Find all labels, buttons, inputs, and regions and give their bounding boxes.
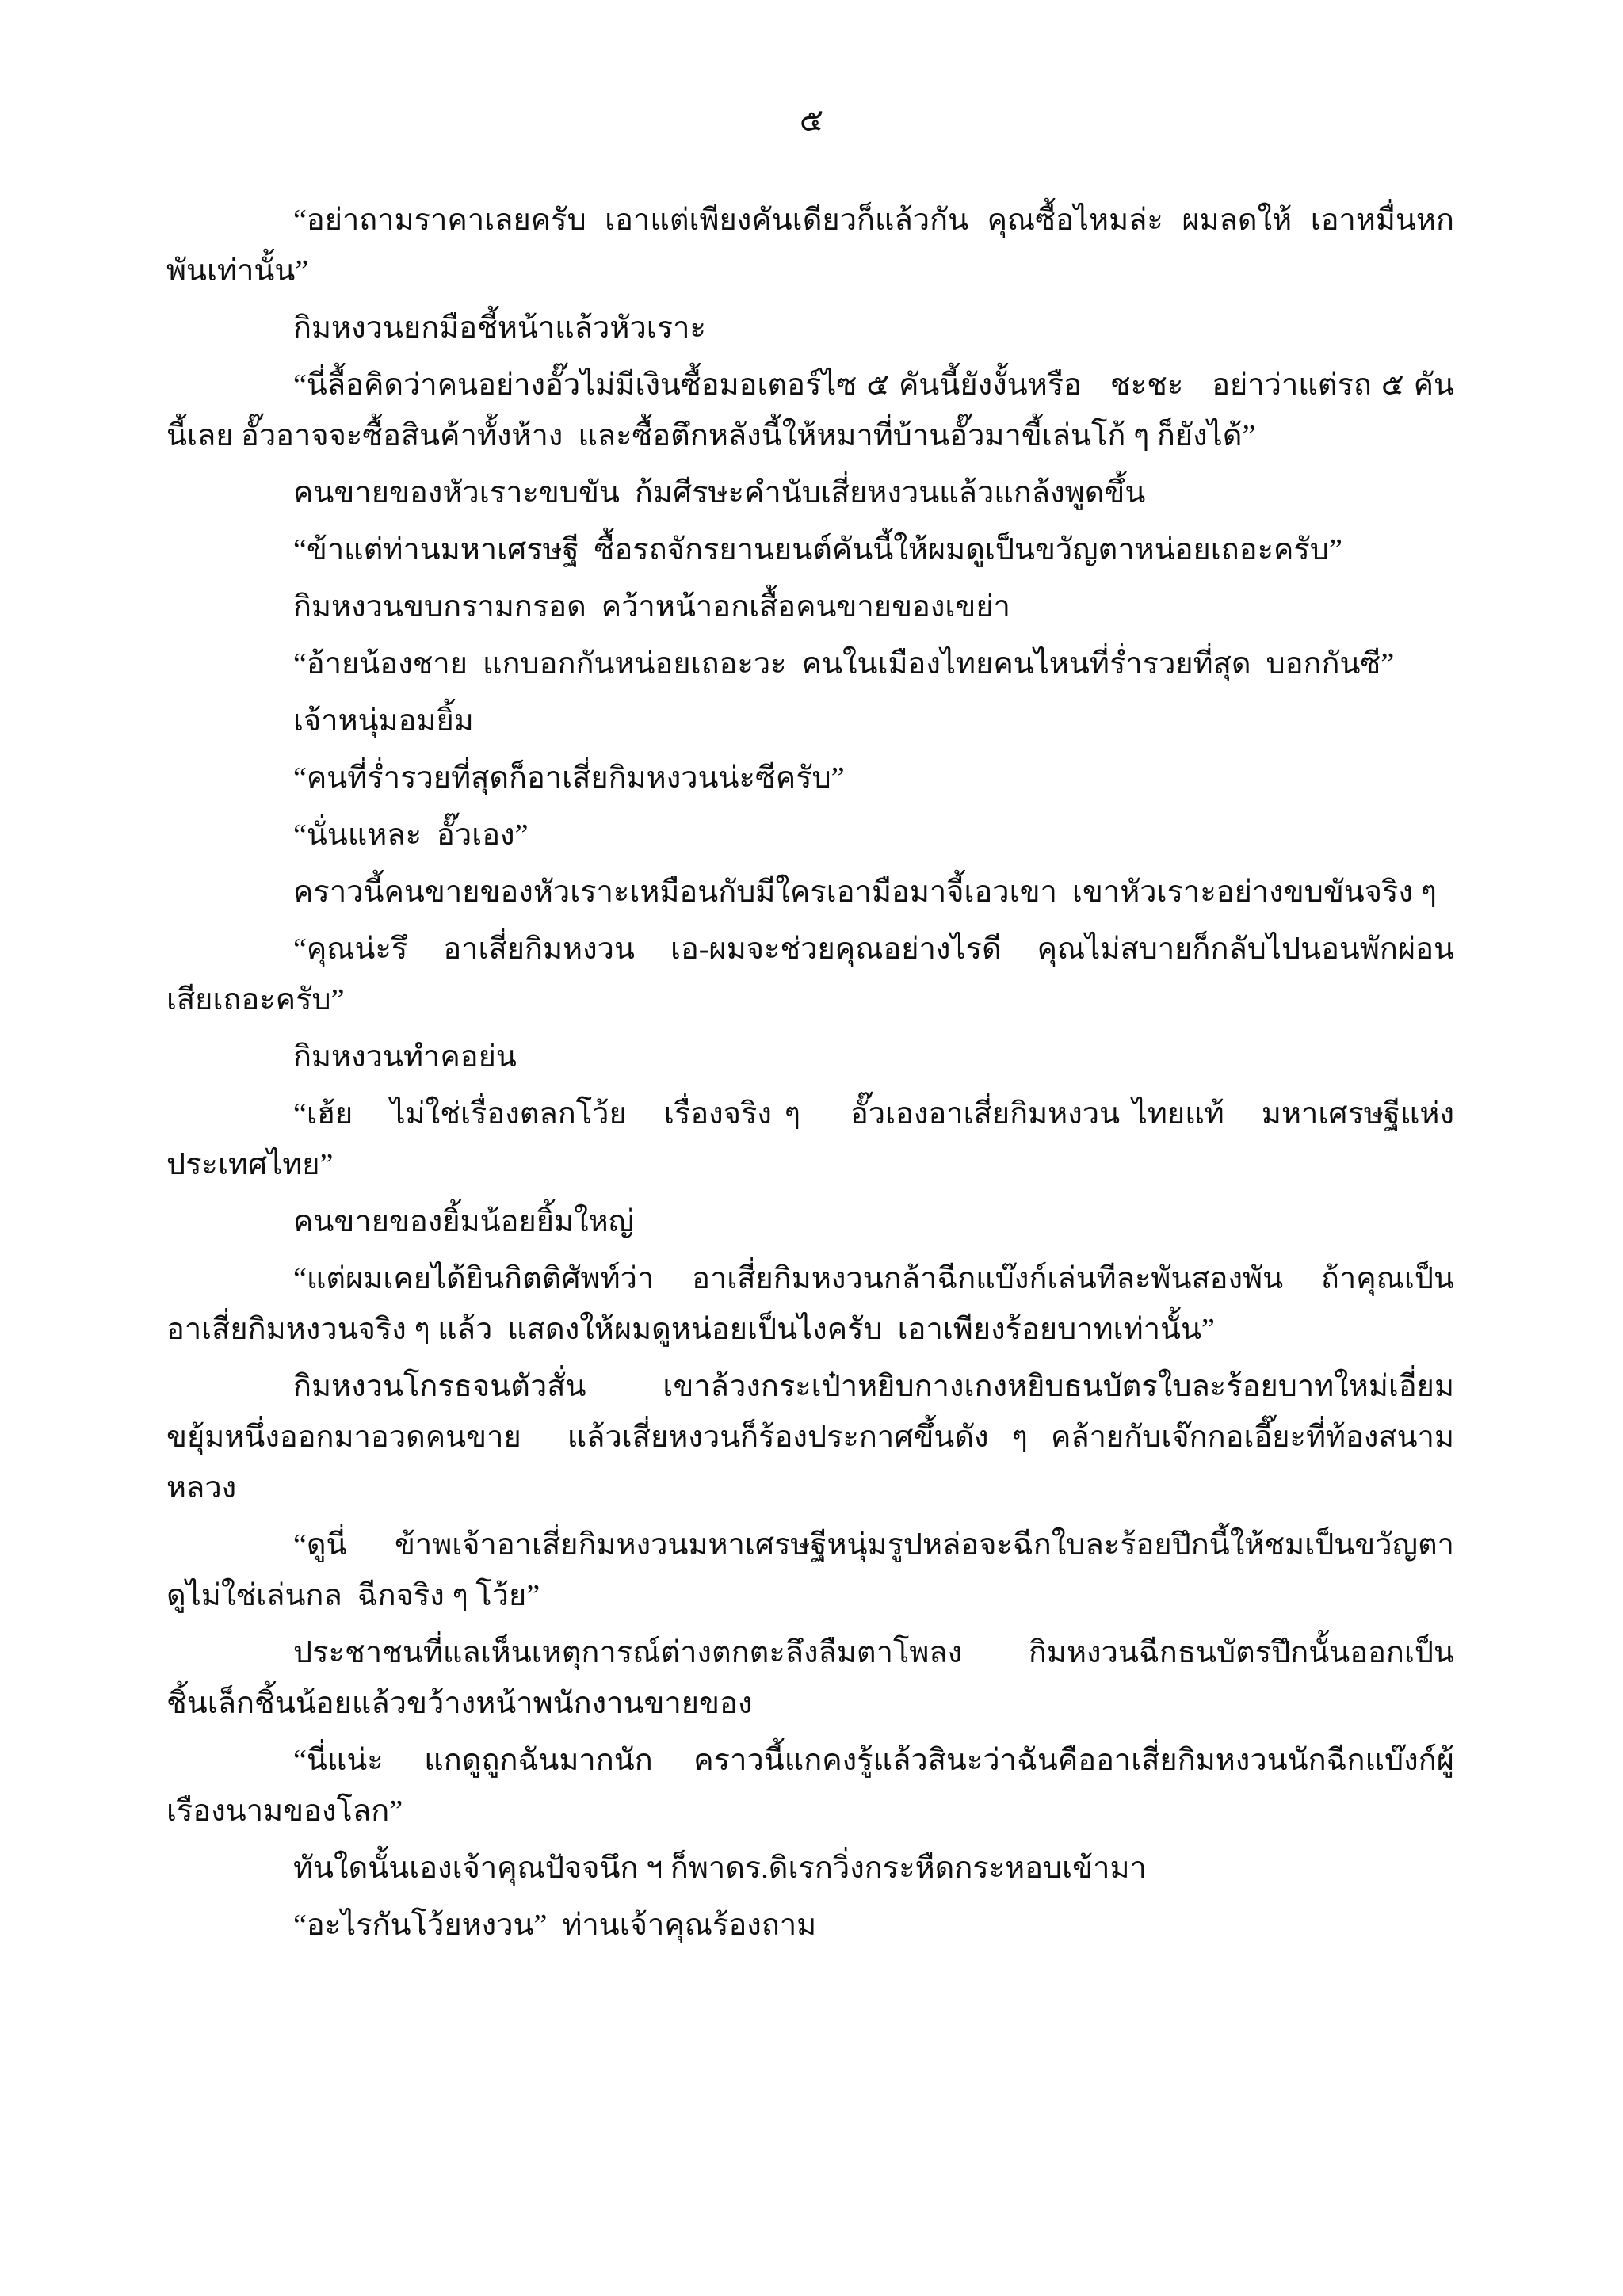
paragraph: กิมหงวนขบกรามกรอด คว้าหน้าอกเสื้อคนขายของเขย่า: [293, 590, 1010, 624]
paragraph: “อ้ายน้องชาย แกบอกกันหน่อยเถอะวะ คนในเมืองไทยคนไหนที่ร่ำรวยที่สุด บอกกันซี”: [293, 647, 1395, 681]
paragraph: “คุณน่ะรึ อาเสี่ยกิมหงวน เอ-ผมจะช่วยคุณอย่างไรดี คุณไม่สบายก็กลับไปนอนพักผ่อนเสียเถอะครับ”: [166, 933, 1454, 1016]
paragraph: “แต่ผมเคยได้ยินกิตติศัพท์ว่า อาเสี่ยกิมหงวนกล้าฉีกแบ๊งก์เล่นทีละพันสองพัน ถ้าคุณเป็นอาเสี่ยกิมหงวนจริง ๆ แล้ว แสดงให้ผมดูหน่อยเป็นไงครับ เอาเพียงร้อยบาทเท่านั้น”: [166, 1262, 1454, 1346]
paragraph: คนขายของยิ้มน้อยยิ้มใหญ่: [293, 1205, 635, 1238]
page-number: ๕: [799, 102, 824, 138]
body-text: [166, 195, 1484, 1957]
paragraph: กิมหงวนโกรธจนตัวสั่น เขาล้วงกระเป๋าหยิบกางเกงหยิบธนบัตรใบละร้อยบาทใหม่เอี่ยมขยุ้มหนึ่งออกมาอวดคนขาย แล้วเสี่ยหงวนก็ร้องประกาศขึ้นดัง ๆ คล้ายกับเจ๊กกอเอี๊ยะที่ท้องสนามหลวง: [166, 1370, 1454, 1505]
paragraph: คราวนี้คนขายของหัวเราะเหมือนกับมีใครเอามือมาจี้เอวเขา เขาหัวเราะอย่างขบขันจริง ๆ: [293, 875, 1437, 909]
paragraph: เจ้าหนุ่มอมยิ้ม: [293, 704, 474, 738]
paragraph: “นี่แน่ะ แกดูถูกฉันมากนัก คราวนี้แกคงรู้แล้วสินะว่าฉันคืออาเสี่ยกิมหงวนนักฉีกแบ๊งก์ผู้เรืองนามของโลก”: [166, 1744, 1454, 1828]
paragraph: “นั่นแหละ อั๊วเอง”: [293, 818, 529, 852]
paragraph: คนขายของหัวเราะขบขัน ก้มศีรษะคำนับเสี่ยหงวนแล้วแกล้งพูดขึ้น: [293, 476, 1146, 509]
paragraph: ประชาชนที่แลเห็นเหตุการณ์ต่างตกตะลึงลืมตาโพลง กิมหงวนฉีกธนบัตรปึกนั้นออกเป็นชิ้นเล็กชิ้นน้อยแล้วขว้างหน้าพนักงานขายของ: [166, 1636, 1454, 1720]
paragraph: กิมหงวนยกมือชี้หน้าแล้วหัวเราะ: [293, 311, 706, 345]
paragraph: “คนที่ร่ำรวยที่สุดก็อาเสี่ยกิมหงวนน่ะซีครับ”: [293, 761, 845, 795]
paragraph: “อย่าถามราคาเลยครับ เอาแต่เพียงคันเดียวก็แล้วกัน คุณซื้อไหมล่ะ ผมลดให้ เอาหมื่นหกพันเท่านั้น”: [166, 204, 1454, 288]
paragraph: ทันใดนั้นเองเจ้าคุณปัจจนึก ฯ ก็พาดร.ดิเรกวิ่งกระหืดกระหอบเข้ามา: [293, 1852, 1147, 1885]
paragraph: “ข้าแต่ท่านมหาเศรษฐี ซื้อรถจักรยานยนต์คันนี้ให้ผมดูเป็นขวัญตาหน่อยเถอะครับ”: [293, 533, 1342, 566]
paragraph: “อะไรกันโว้ยหงวน” ท่านเจ้าคุณร้องถาม: [293, 1909, 817, 1942]
paragraph: “ดูนี่ ข้าพเจ้าอาเสี่ยกิมหงวนมหาเศรษฐีหนุ่มรูปหล่อจะฉีกใบละร้อยปึกนี้ให้ชมเป็นขวัญตา ดูไม่ใช่เล่นกล ฉีกจริง ๆ โว้ย”: [166, 1528, 1484, 1612]
paragraph: กิมหงวนทำคอย่น: [293, 1040, 517, 1074]
paragraph: “เฮ้ย ไม่ใช่เรื่องตลกโว้ย เรื่องจริง ๆ อั๊วเองอาเสี่ยกิมหงวน ไทยแท้ มหาเศรษฐีแห่งประเทศไทย”: [166, 1097, 1454, 1181]
paragraph: “นี่ลื้อคิดว่าคนอย่างอั๊วไม่มีเงินซื้อมอเตอร์ไซ ๕ คันนี้ยังงั้นหรือ ชะชะ อย่าว่าแต่รถ ๕ คันนี้เลย อั๊วอาจจะซื้อสินค้าทั้งห้าง และซื้อตึกหลังนี้ให้หมาที่บ้านอั๊วมาขี้เล่นโก้ ๆ ก็ยังได้”: [166, 368, 1454, 452]
